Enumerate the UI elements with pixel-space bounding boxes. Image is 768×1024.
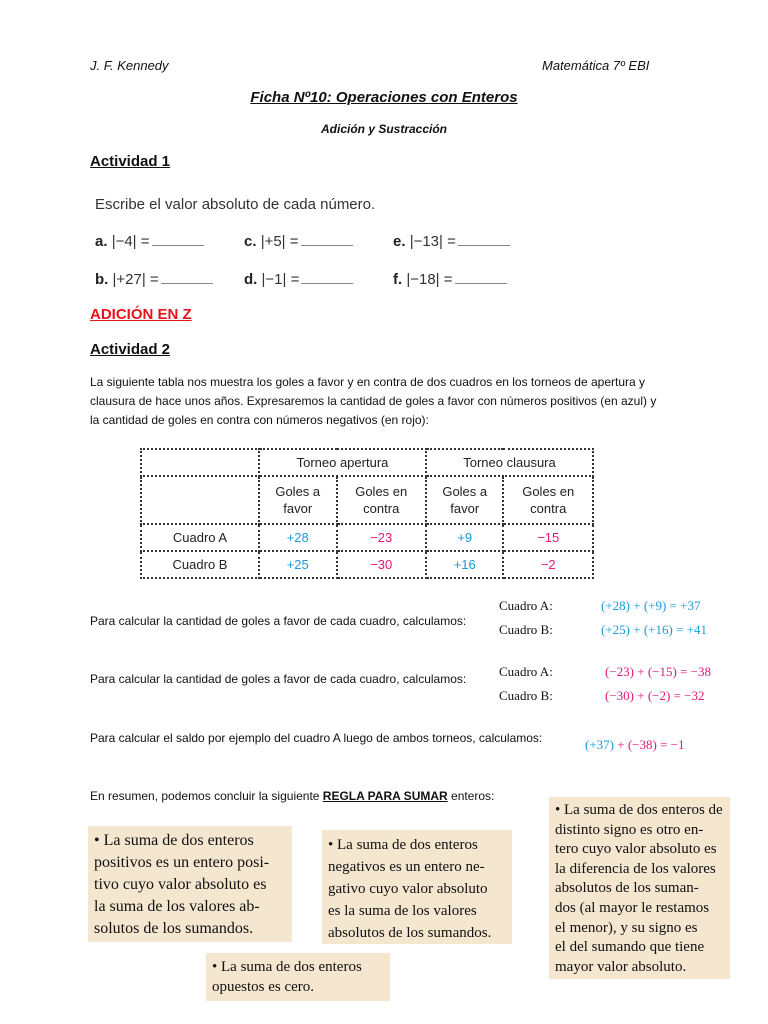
answer-blank[interactable]: [161, 273, 213, 284]
calc-3-expr-negative: + (−38) = −1: [614, 737, 685, 752]
actividad-2-paragraph: [90, 373, 690, 430]
calc-1-label-b: Cuadro B:: [499, 622, 553, 637]
exercise-letter: e.: [393, 233, 406, 250]
calc-1-label-a: Cuadro A:: [499, 598, 553, 613]
actividad-2-heading: Actividad 2: [90, 341, 171, 358]
goals-table: [140, 448, 594, 579]
exercise-letter: c.: [244, 233, 257, 250]
cell-negative: −23: [337, 524, 426, 551]
cell-positive: +25: [259, 551, 337, 578]
calc-3-expr-positive: (+37): [585, 737, 614, 752]
exercise-letter: b.: [95, 271, 109, 288]
table-corner: [141, 449, 259, 476]
table-sub-header: Goles a favor: [259, 476, 337, 524]
summary-prefix: En resumen, podemos concluir la siguiente: [90, 789, 323, 803]
calc-1-expr-a: (+28) + (+9) = +37: [601, 598, 701, 613]
calc-2-expr-a: (−23) + (−15) = −38: [605, 664, 711, 679]
rule-box-different-sign: [549, 797, 730, 979]
answer-blank[interactable]: [301, 273, 353, 284]
exercise-expr: |−1| =: [261, 271, 300, 288]
rule-box-positive: [88, 826, 292, 942]
cell-negative: −15: [503, 524, 593, 551]
exercise-a: [95, 233, 204, 250]
table-sub-header: Goles en contra: [337, 476, 426, 524]
exercise-letter: a.: [95, 233, 108, 250]
exercise-expr: |+5| =: [260, 233, 299, 250]
adicion-heading: ADICIÓN EN Z: [90, 306, 192, 323]
cell-negative: −2: [503, 551, 593, 578]
rule-text: • La suma de dos enteros de distinto signo es otro en- tero cuyo valor absoluto es la diferencia de los valores absolutos de los suman- dos (al mayor le restamos el menor), y su signo es el del sumando que tiene mayor valor absoluto.: [555, 802, 723, 975]
exercise-b: [95, 271, 213, 288]
calc-2-text: Para calcular la cantidad de goles a favor de cada cuadro, calculamos:: [90, 672, 467, 686]
table-group-header: Torneo clausura: [426, 449, 593, 476]
answer-blank[interactable]: [455, 273, 507, 284]
calc-3-text: Para calcular el saldo por ejemplo del cuadro A luego de ambos torneos, calculamos:: [90, 731, 543, 745]
exercise-f: [393, 271, 507, 288]
exercise-expr: |+27| =: [112, 271, 159, 288]
answer-blank[interactable]: [301, 235, 353, 246]
answer-blank[interactable]: [152, 235, 204, 246]
exercise-letter: f.: [393, 271, 403, 288]
table-sub-header: Goles a favor: [426, 476, 504, 524]
header-subject: Matemática 7º EBI: [542, 58, 650, 73]
exercise-expr: |−18| =: [406, 271, 453, 288]
calc-2-label-a: Cuadro A:: [499, 664, 553, 679]
answer-blank[interactable]: [458, 235, 510, 246]
row-label: Cuadro B: [141, 551, 259, 578]
rule-text: • La suma de dos enteros negativos es un entero ne- gativo cuyo valor absoluto es la suma de los valores absolutos de los sumandos.: [328, 837, 492, 941]
exercise-c: [244, 233, 353, 250]
cell-negative: −30: [337, 551, 426, 578]
exercise-expr: |−4| =: [111, 233, 150, 250]
summary-suffix: enteros:: [447, 789, 495, 803]
actividad-1-instruction: Escribe el valor absoluto de cada número.: [95, 196, 376, 213]
summary-line: [90, 787, 494, 806]
paragraph-line: la cantidad de goles en contra con números negativos (en rojo):: [90, 413, 429, 427]
exercise-e: [393, 233, 510, 250]
summary-rule: REGLA PARA SUMAR: [322, 789, 448, 803]
paragraph-line: La siguiente tabla nos muestra los goles a favor y en contra de dos cuadros en los torneos de apertura y: [90, 375, 645, 389]
table-row: [141, 524, 593, 551]
table-corner: [141, 476, 259, 524]
exercise-letter: d.: [244, 271, 258, 288]
paragraph-line: clausura de hace unos años. Expresaremos la cantidad de goles a favor con números positivos (en azul) y: [90, 394, 657, 408]
row-label: Cuadro A: [141, 524, 259, 551]
actividad-1-heading: Actividad 1: [90, 153, 171, 170]
rule-text: • La suma de dos enteros positivos es un entero posi- tivo cuyo valor absoluto es la suma de los valores ab- solutos de los sumandos.: [94, 832, 270, 937]
exercise-d: [244, 271, 353, 288]
rule-text: • La suma de dos enteros opuestos es cero.: [212, 959, 362, 995]
calc-2-label-b: Cuadro B:: [499, 688, 553, 703]
page-title: Ficha Nº10: Operaciones con Enteros: [250, 89, 518, 106]
rule-box-opposites: [206, 953, 390, 1001]
cell-positive: +16: [426, 551, 504, 578]
rule-box-negative: [322, 830, 512, 944]
page-subtitle: Adición y Sustracción: [320, 122, 448, 136]
cell-positive: +9: [426, 524, 504, 551]
table-row: [141, 551, 593, 578]
header-school: J. F. Kennedy: [90, 58, 169, 73]
calc-1-text: Para calcular la cantidad de goles a favor de cada cuadro, calculamos:: [90, 614, 467, 628]
cell-positive: +28: [259, 524, 337, 551]
calc-1-expr-b: (+25) + (+16) = +41: [601, 622, 707, 637]
table-group-header: Torneo apertura: [259, 449, 426, 476]
calc-3-expr: [585, 737, 684, 753]
calc-2-expr-b: (−30) + (−2) = −32: [605, 688, 705, 703]
exercise-expr: |−13| =: [409, 233, 456, 250]
table-sub-header: Goles en contra: [503, 476, 593, 524]
